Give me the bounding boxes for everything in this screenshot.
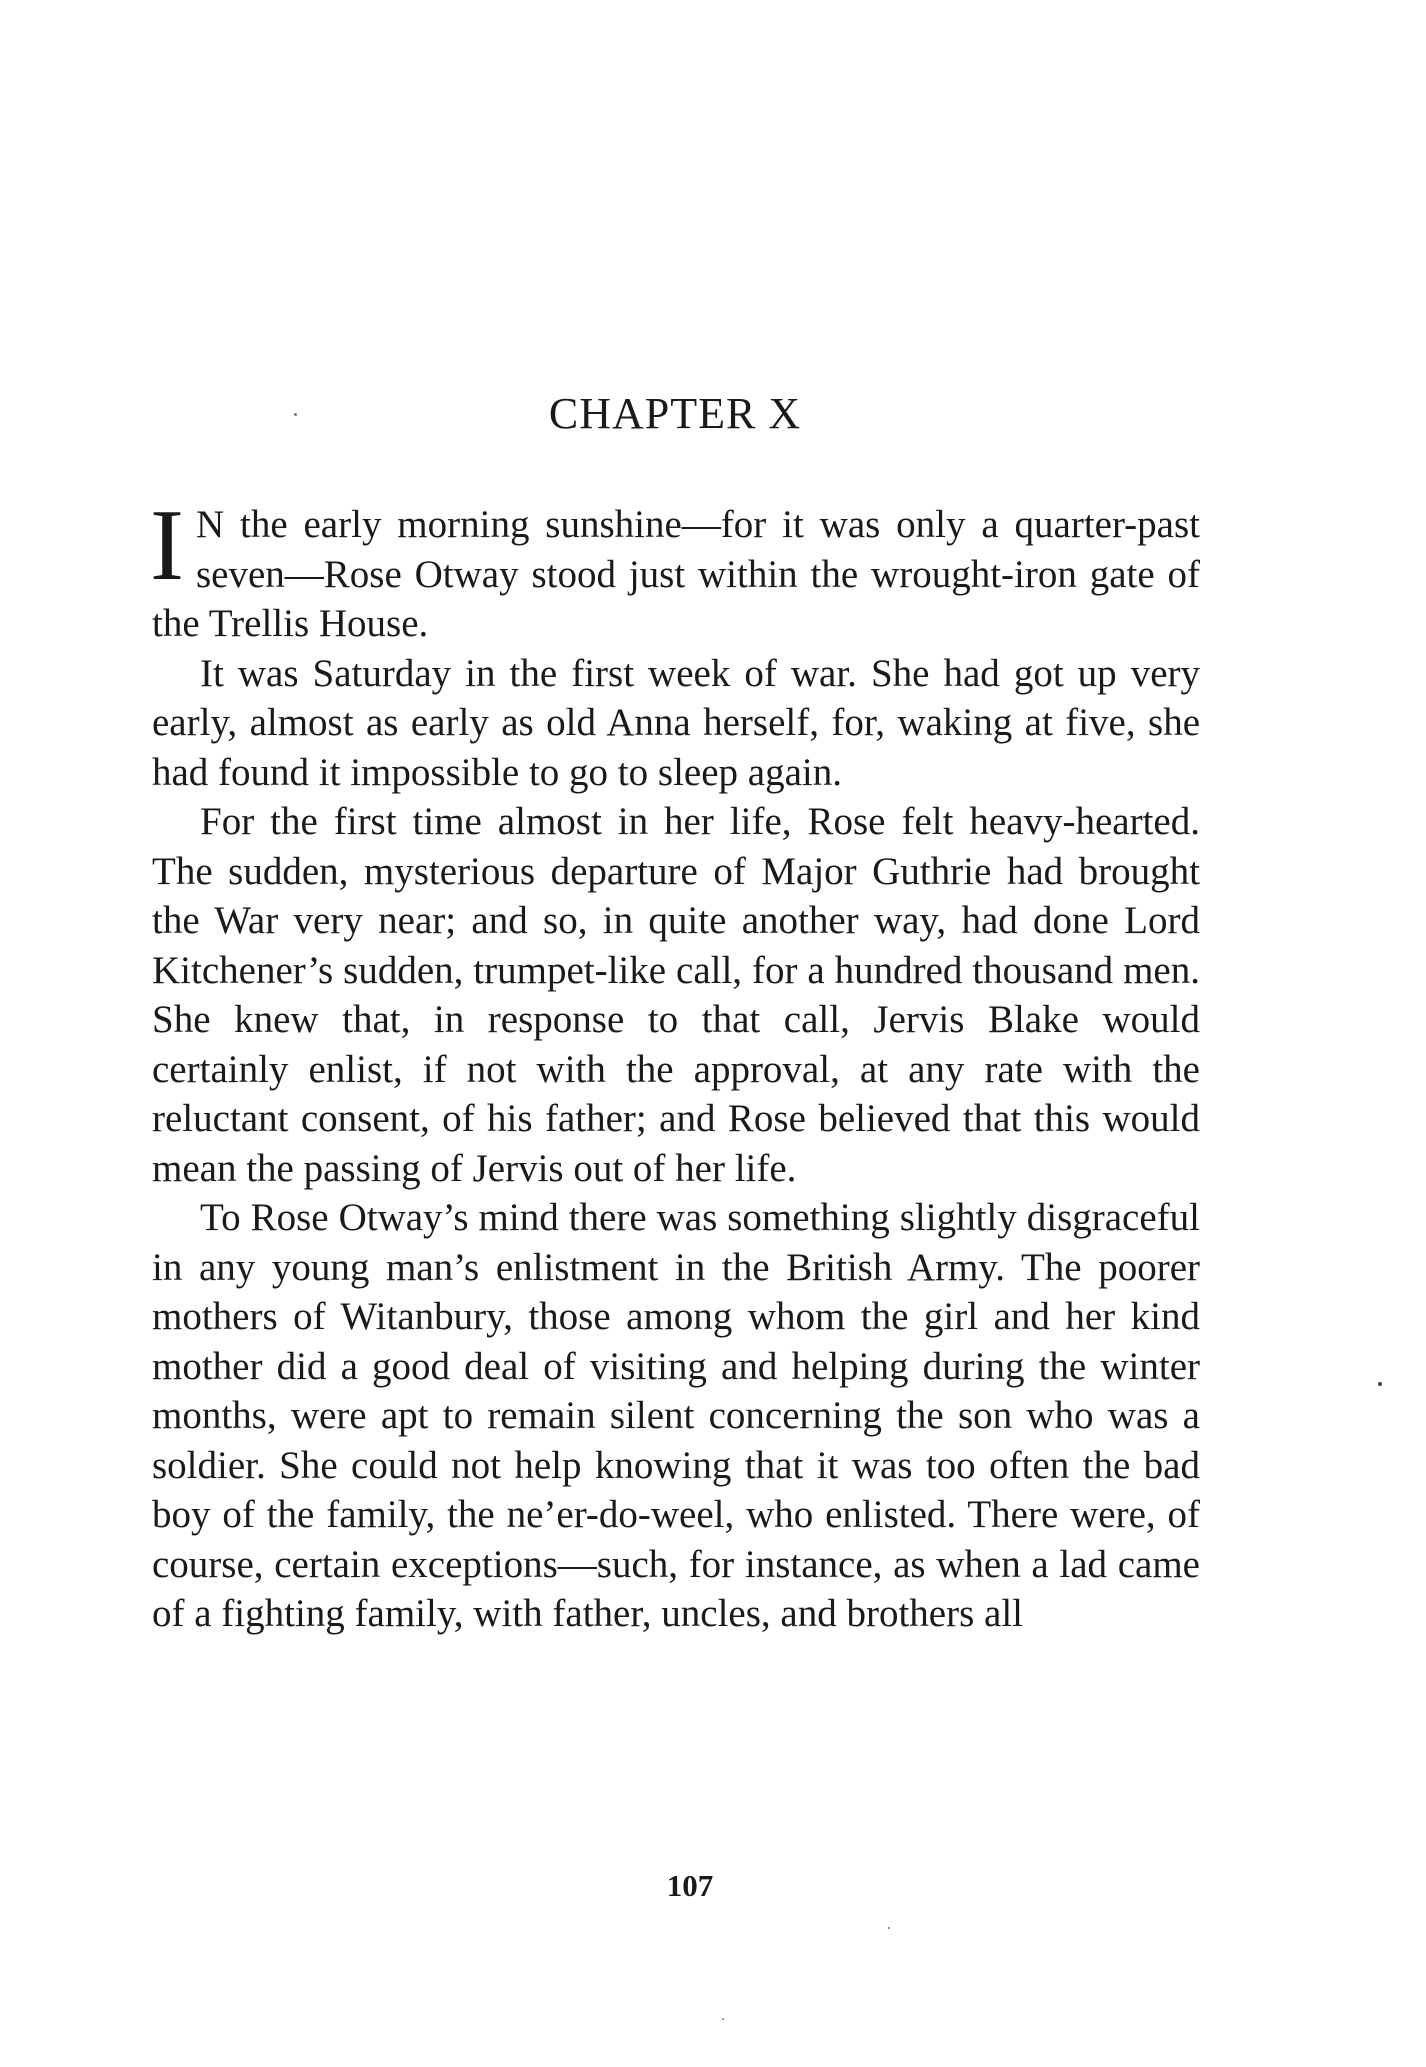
opening-first-word-rest: N (195, 503, 225, 546)
scan-speck (722, 2018, 724, 2020)
paragraph: It was Saturday in the first week of war. She had got up very early, almost as early as old Anna herself, for, waking at five, she had found it impossible to go to sleep again. (152, 651, 1200, 794)
chapter-heading: CHAPTER X (548, 389, 802, 438)
drop-cap: I (150, 489, 184, 602)
chapter-body (150, 489, 1200, 1639)
page-number: 107 (666, 1868, 714, 1903)
scan-speck (294, 413, 297, 416)
paragraph: To Rose Otway’s mind there was something slightly disgraceful in any young man’s enlistment in the British Army. The poorer mothers of Witanbury, those among whom the girl and her kind mother did a good deal of visiting and helping during the winter months, were apt to remain silent concerning the son who was a soldier. She could not help knowing that it was too often the bad boy of the family, the ne’er-do-weel, who enlisted. There were, of course, certain exceptions—such, for instance, as when a lad came of a fighting family, with father, uncles, and brothers all (152, 1196, 1200, 1635)
opening-text: the early morning sunshine—for it was only a quarter-past seven—Rose Otway stood just within the wrought-iron gate of the Trellis House. (152, 503, 1200, 645)
paragraph: For the first time almost in her life, Rose felt heavy-hearted. The sudden, mysterious departure of Major Guthrie had brought the War very near; and so, in quite another way, had done Lord Kitchener’s sudden, trumpet-like call, for a hundred thousand men. She knew that, in response to that call, Jervis Blake would certainly enlist, if not with the approval, at any rate with the reluctant consent, of his father; and Rose believed that this would mean the passing of Jervis out of her life. (152, 800, 1200, 1190)
opening-paragraph (150, 489, 1200, 649)
scan-speck (1378, 1382, 1382, 1386)
scan-speck (888, 1927, 890, 1929)
